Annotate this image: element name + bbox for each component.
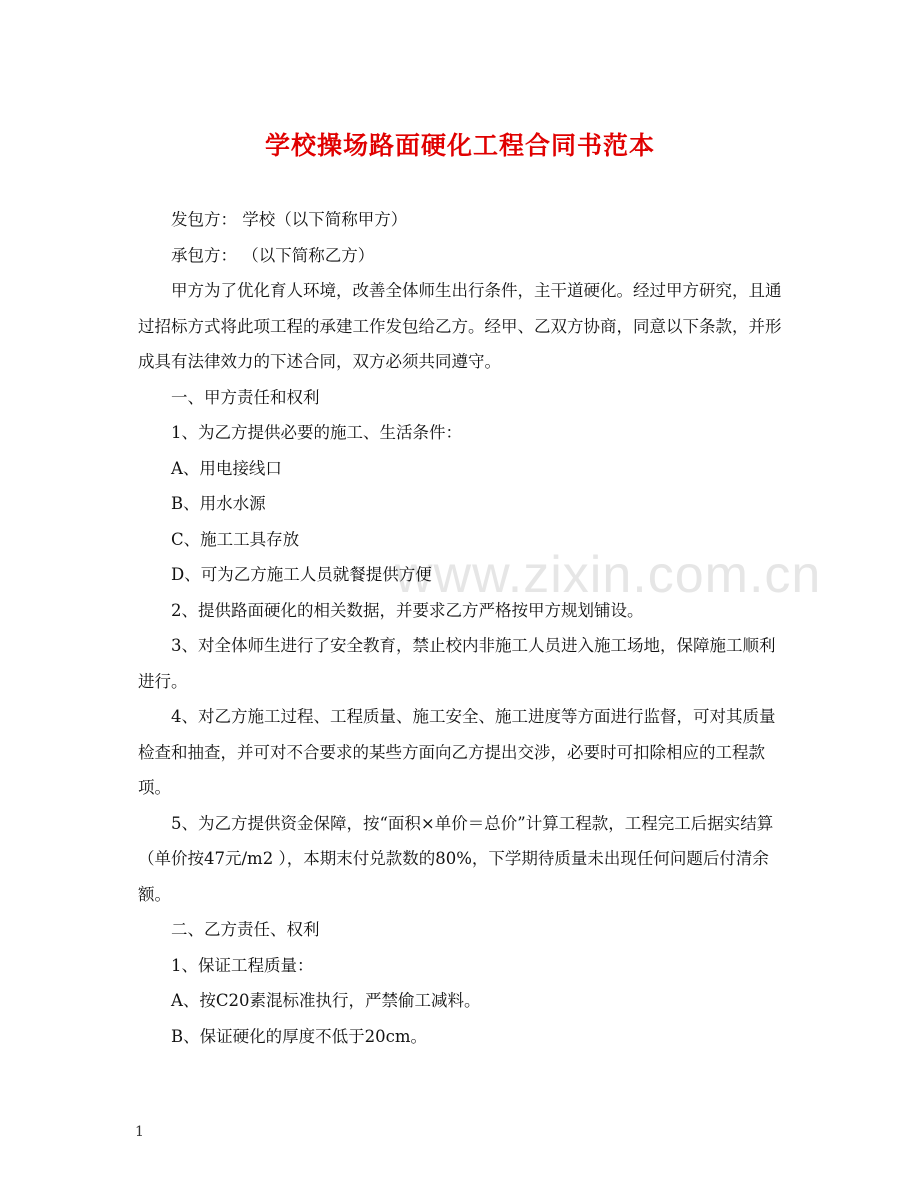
page-number: 1 — [135, 1124, 144, 1140]
contract-party-a: 发包方： 学校（以下简称甲方） — [171, 210, 408, 229]
section-heading-1: 一、甲方责任和权利 — [171, 387, 320, 407]
clause-item-b: B、用水水源 — [171, 494, 266, 513]
watermark: www.zixin.com.cn — [395, 546, 822, 604]
contract-party-b: 承包方： （以下简称乙方） — [171, 245, 375, 265]
clause-2-item-a: A、按C20素混标准执行，严禁偷工减料。 — [171, 991, 481, 1010]
section-heading-2: 二、乙方责任、权利 — [171, 920, 320, 939]
clause-item-d: D、可为乙方施工人员就餐提供方便 — [171, 565, 432, 584]
clause-2-item-b: B、保证硬化的厚度不低于20cm。 — [171, 1026, 428, 1046]
clause-1-3: 3、对全体师生进行了安全教育，禁止校内非施工人员进入施工场地，保障施工顺利进行。 — [138, 636, 776, 691]
clause-1-1: 1、为乙方提供必要的施工、生活条件： — [171, 423, 462, 442]
clause-1-4: 4、对乙方施工过程、工程质量、施工安全、施工进度等方面进行监督，可对其质量检查和抽查，并可对不合要求的某些方面向乙方提出交涉，必要时可扣除相应的工程款项。 — [138, 707, 776, 797]
clause-1-5: 5、为乙方提供资金保障，按“面积×单价＝总价”计算工程款，工程完工后据实结算（单价按47元/m2 ），本期末付兑款数的80%，下学期待质量未出现任何问题后付清余额。 — [138, 813, 774, 904]
document-title: 学校操场路面硬化工程合同书范本 — [264, 131, 655, 160]
clause-item-a: A、用电接线口 — [171, 458, 282, 478]
clause-item-c: C、施工工具存放 — [171, 529, 300, 549]
document-body — [138, 202, 790, 1054]
clause-2-1: 1、保证工程质量： — [171, 955, 314, 975]
clause-1-2: 2、提供路面硬化的相关数据，并要求乙方严格按甲方规划铺设。 — [171, 600, 644, 620]
intro-paragraph: 甲方为了优化育人环境，改善全体师生出行条件，主干道硬化。经过甲方研究，且通过招标方式将此项工程的承建工作发包给乙方。经甲、乙双方协商，同意以下条款，并形成具有法律效力的下述合同，双方必须共同遵守。 — [138, 281, 782, 371]
